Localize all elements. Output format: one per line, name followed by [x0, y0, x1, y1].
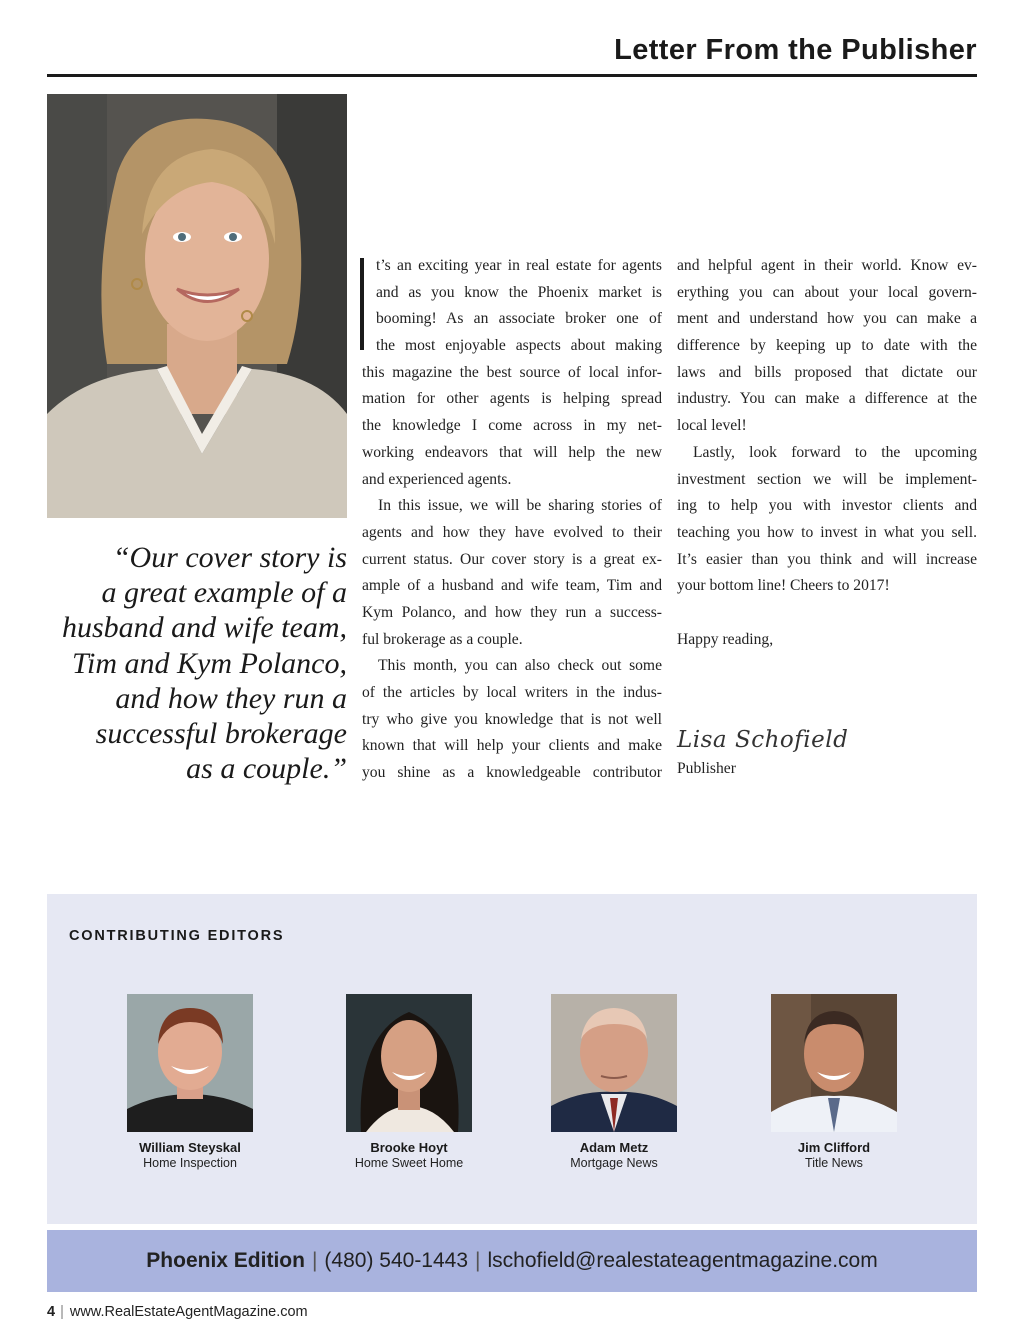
editor-card [90, 994, 290, 1170]
editor-card [309, 994, 509, 1170]
pull-quote-line: “Our cover story is [112, 541, 347, 574]
letter-line: t’s an exciting year in real estate for agents [376, 257, 662, 274]
letter-line: industry. You can make a difference at the [677, 390, 977, 408]
letter-line: laws and bills proposed that dictate our [677, 363, 977, 381]
page-footer [47, 1304, 308, 1320]
letter-line: this magazine the best source of local infor- [362, 363, 662, 381]
letter-line: booming! As an associate broker one of [376, 310, 662, 328]
letter-line: This month, you can also check out some [378, 657, 662, 675]
publisher-signature: Lisa Schofield [677, 727, 849, 753]
letter-line: ment and understand how you can make a [677, 310, 977, 328]
letter-line: ample of a husband and wife team, Tim and [362, 577, 662, 595]
editor-role: Home Inspection [143, 1156, 237, 1170]
editor-name: Adam Metz [579, 1140, 649, 1155]
letter-line: mation for other agents is helping spread [362, 390, 662, 408]
header-rule [47, 74, 977, 77]
letter-line: local level! [677, 417, 747, 435]
editor-name: William Steyskal [139, 1140, 241, 1155]
editor-name: Brooke Hoyt [370, 1140, 448, 1155]
editor-photo [127, 994, 253, 1132]
editor-role: Home Sweet Home [354, 1156, 464, 1170]
page-title: Letter From the Publisher [614, 34, 977, 66]
letter-line: difference by keeping up to date with the [677, 337, 977, 355]
edition-name: Phoenix Edition [146, 1249, 305, 1272]
signer-title: Publisher [677, 760, 736, 777]
pull-quote-line: a great example of a [101, 576, 347, 610]
letter-line: In this issue, we will be sharing stories of [378, 497, 662, 515]
pull-quote-line: husband and wife team, [62, 611, 347, 645]
editor-card [514, 994, 714, 1170]
letter-column-1 [362, 253, 662, 787]
pull-quote-line: as a couple.” [186, 752, 347, 786]
contact-separator: | [311, 1249, 318, 1272]
letter-line: and as you know the Phoenix market is [376, 283, 662, 301]
letter-line: and helpful agent in their world. Know ev- [677, 257, 977, 274]
publisher-portrait [47, 94, 347, 518]
pull-quote-line: and how they run a [115, 681, 347, 715]
letter-line: It’s easier than you think and will increase [677, 550, 977, 568]
editor-photo [551, 994, 677, 1132]
footer-separator: | [60, 1304, 64, 1320]
editor-role: Mortgage News [570, 1156, 658, 1170]
letter-line: try who give you knowledge that is not well [362, 710, 662, 728]
letter-line: known that will help your clients and make [362, 737, 662, 755]
pull-quote-line: Tim and Kym Polanco, [72, 646, 347, 680]
pull-quote [47, 540, 347, 786]
letter-line: agents and how they have evolved to their [362, 523, 662, 541]
editors-heading: CONTRIBUTING EDITORS [69, 928, 285, 944]
letter-line: and experienced agents. [362, 470, 512, 488]
letter-line: the most enjoyable aspects about making [376, 337, 662, 355]
pull-quote-line: successful brokerage [95, 717, 347, 751]
page-number: 4 [47, 1304, 56, 1320]
letter-line: erything you can about your local govern- [677, 283, 977, 301]
contact-phone[interactable]: (480) 540-1443 [324, 1249, 469, 1272]
letter-line: ful brokerage as a couple. [362, 630, 523, 648]
letter-line: investment section we will be implement- [677, 470, 977, 488]
contributing-editors-panel [47, 894, 977, 1224]
letter-line: of the articles by local writers in the indus- [362, 684, 662, 701]
editor-photo [771, 994, 897, 1132]
letter-line: teaching you how to invest in what you sell. [677, 523, 977, 541]
letter-line: your bottom line! Cheers to 2017! [677, 577, 890, 595]
letter-line: you shine as a knowledgeable contributor [362, 764, 662, 782]
letter-column-2 [677, 253, 977, 653]
contact-separator: | [475, 1249, 481, 1272]
letter-line: current status. Our cover story is a great ex- [362, 550, 662, 568]
editor-role: Title News [805, 1156, 863, 1170]
letter-line: ing to help you with investor clients and [677, 497, 977, 515]
contact-email[interactable]: lschofield@realestateagentmagazine.com [487, 1249, 878, 1272]
contact-bar [47, 1230, 977, 1292]
editor-card [734, 994, 934, 1170]
drop-cap-lines [362, 253, 662, 360]
letter-line: Lastly, look forward to the upcoming [693, 443, 977, 461]
letter-line: Kym Polanco, and how they run a success- [362, 603, 662, 621]
editor-name: Jim Clifford [797, 1140, 871, 1155]
drop-cap-i [360, 258, 364, 350]
letter-line: the knowledge I come across in my net- [362, 417, 662, 435]
closing-line: Happy reading, [677, 630, 774, 648]
footer-url[interactable]: www.RealEstateAgentMagazine.com [69, 1304, 308, 1320]
letter-line: working endeavors that will help the new [362, 443, 662, 461]
editor-photo [346, 994, 472, 1132]
